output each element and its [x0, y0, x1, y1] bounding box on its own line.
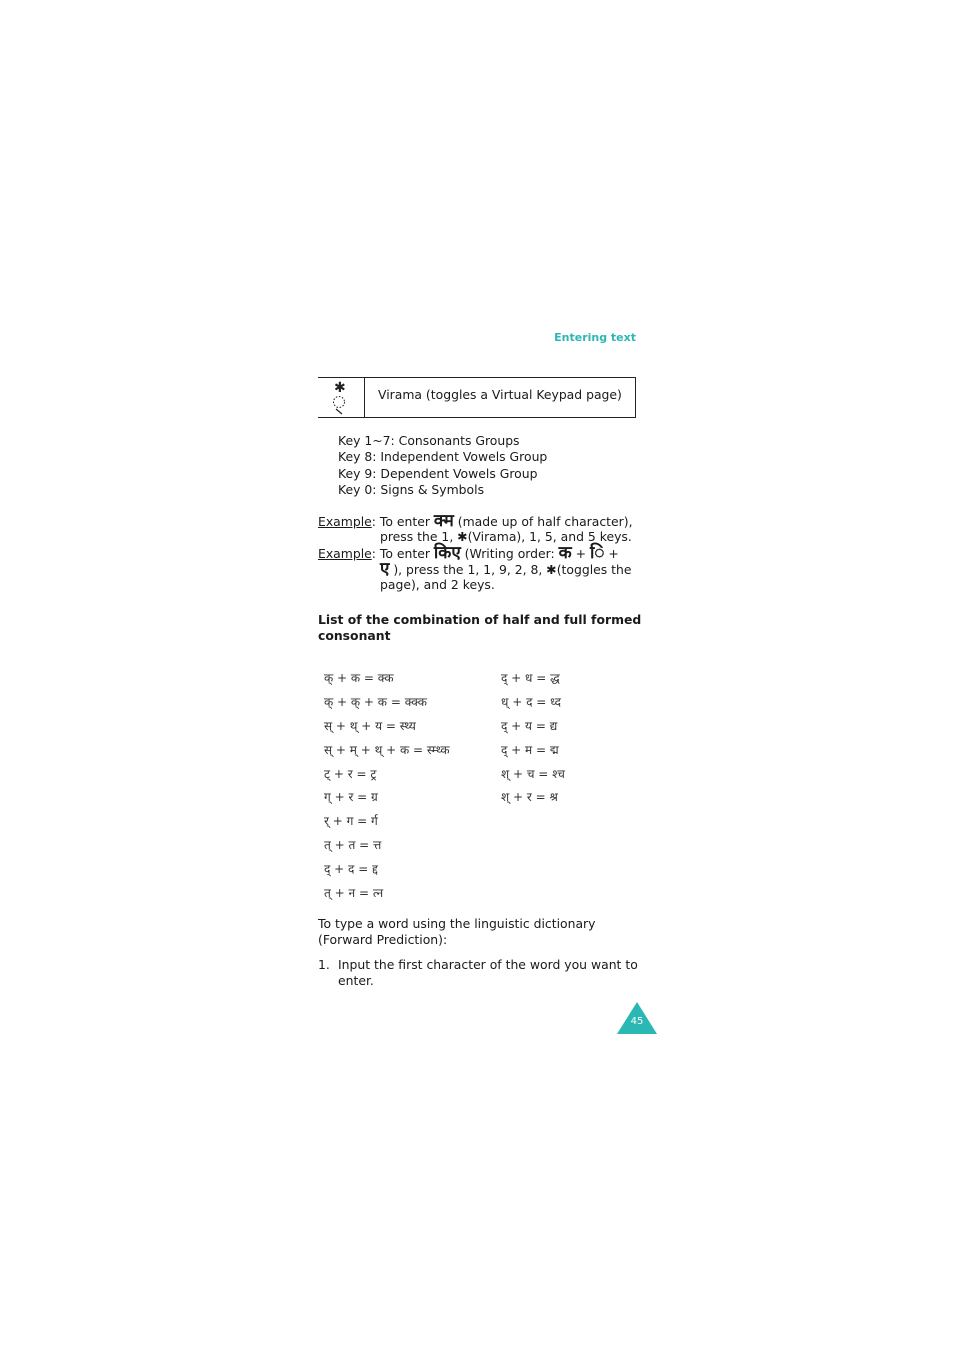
combo-row: श् + र = श्र	[501, 790, 558, 805]
combo-row: र् + ग = र्ग	[324, 814, 378, 829]
combo-row: श् + च = श्च	[501, 766, 565, 781]
example-1-keys: (Virama), 1, 5, and 5 keys.	[467, 529, 632, 544]
virama-description: Virama (toggles a Virtual Keypad page)	[378, 387, 622, 402]
combos-right-column	[501, 670, 565, 813]
example-1-press: press the 1,	[380, 529, 458, 544]
example-2-press: ), press the 1, 1, 9, 2, 8,	[389, 562, 547, 577]
step-text-line-1: Input the first character of the word you want to	[338, 957, 638, 972]
example-2-line-1	[318, 545, 619, 562]
key-group-item: Key 0: Signs & Symbols	[338, 481, 485, 497]
combo-row: त् + त = त्त	[324, 838, 382, 853]
combo-row: क् + क = क्क	[324, 671, 394, 685]
writing-order-glyph-2: ि	[589, 543, 605, 563]
key-group-item: Key 9: Dependent Vowels Group	[338, 465, 538, 481]
example-2-post: (Writing order:	[460, 546, 559, 561]
combo-row: द् + ध = द्ध	[501, 671, 560, 685]
key-group-item: Key 1~7: Consonants Groups	[338, 433, 520, 448]
step-1	[318, 957, 648, 989]
paragraph-line: (Forward Prediction):	[318, 932, 448, 947]
example-label: Example	[318, 514, 372, 529]
page-number: 45	[630, 1016, 644, 1027]
combo-row: स् + थ् + य = स्थ्य	[324, 718, 416, 733]
virama-key-cell	[318, 378, 365, 417]
combos-left-column	[324, 670, 450, 909]
section-title: Entering text	[554, 331, 636, 344]
example-1-line-1	[318, 513, 633, 530]
step-number: 1.	[318, 957, 330, 972]
example-2-glyph: किए	[433, 543, 461, 563]
combo-row: त् + न = त्न	[324, 886, 384, 901]
paragraph-line: To type a word using the linguistic dictionary	[318, 916, 596, 931]
example-2-pre: : To enter	[371, 546, 434, 561]
example-1-post: (made up of half character),	[453, 514, 633, 529]
combo-row: ट् + र = ट्र	[324, 766, 377, 781]
writing-order-glyph-1: क	[558, 543, 572, 563]
key-star-glyph: ✱	[334, 380, 346, 396]
key-table	[318, 377, 636, 418]
star-key-icon: ✱	[546, 562, 557, 577]
list-title: List of the combination of half and full formed consonant	[318, 612, 642, 643]
combo-row: स् + म् + थ् + क = स्म्थ्क	[324, 742, 450, 757]
combo-row: द् + य = द्य	[501, 718, 558, 733]
example-label: Example	[318, 546, 372, 561]
plus-sign: +	[571, 546, 590, 561]
step-text-line-2: enter.	[338, 973, 374, 988]
combo-row: ग् + र = ग्र	[324, 790, 378, 805]
key-group-item: Key 8: Independent Vowels Group	[338, 449, 548, 465]
example-2-line-3: page), and 2 keys.	[380, 577, 495, 592]
combo-row: ध् + द = ध्द	[501, 694, 562, 709]
paragraph-dictionary	[318, 916, 596, 948]
writing-order-glyph-3: ए	[380, 559, 390, 579]
example-1-glyph: क्म	[433, 511, 454, 531]
example-2-line-2	[380, 561, 632, 578]
key-groups-list	[338, 433, 547, 498]
virama-key-icon	[318, 378, 364, 417]
combo-row: द् + द = द्द	[324, 862, 378, 877]
plus-sign: +	[604, 546, 619, 561]
combo-row: द् + म = द्म	[501, 742, 559, 757]
example-1-pre: : To enter	[371, 514, 434, 529]
example-2-toggle: (toggles the	[556, 562, 632, 577]
star-key-icon: ✱	[457, 529, 468, 544]
combo-row: क् + क् + क = क्क्क	[324, 694, 427, 709]
